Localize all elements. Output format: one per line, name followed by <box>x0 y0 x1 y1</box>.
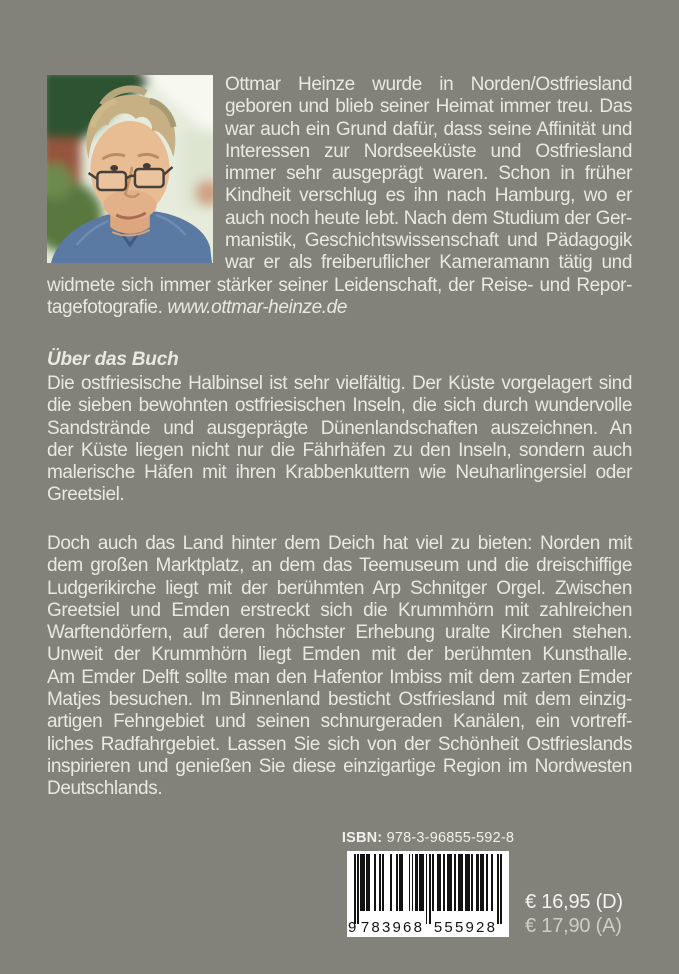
about-book-paragraph-1 <box>47 373 632 507</box>
bio-last-line <box>47 297 632 319</box>
barcode-bar <box>363 854 365 911</box>
barcode-digit-group2: 555928 <box>433 919 498 936</box>
barcode-bar <box>368 854 370 911</box>
barcode-digit-lead: 9 <box>348 919 357 936</box>
barcode-bar <box>454 854 456 911</box>
barcode-bar <box>477 854 479 911</box>
barcode-bar <box>461 854 463 911</box>
barcode-bar <box>440 854 442 911</box>
author-website-url: www.ottmar-heinze.de <box>167 297 347 319</box>
price-block <box>525 891 623 938</box>
text-line: Matjes besuchen. Im Binnenland besticht Ostfriesland mit dem einzig- <box>47 689 632 711</box>
text-line: Greetsiel. <box>47 484 125 506</box>
barcode-bar <box>416 854 418 911</box>
text-line: war auch ein Grund dafür, dass seine Affinität und <box>225 118 632 140</box>
text-line: Unweit der Krummhörn liegt Emden mit der berühmten Kunsthalle. <box>47 644 632 666</box>
barcode-bar <box>396 854 398 911</box>
bio-line: widmete sich immer stärker seiner Leidenschaft, der Reise- und Repor- <box>47 275 632 296</box>
text-line: manistik, Geschichtswissenschaft und Pädagogik <box>225 230 632 252</box>
author-portrait-illustration <box>47 75 213 263</box>
about-book-heading: Über das Buch <box>47 349 179 370</box>
text-line: Ottmar Heinze wurde in Norden/Ostfriesland <box>225 74 632 95</box>
barcode-bar <box>482 854 484 911</box>
barcode-bar <box>426 854 428 924</box>
price-germany: € 16,95 (D) <box>525 891 623 913</box>
barcode-bar <box>491 854 493 911</box>
barcode-bar <box>374 854 376 911</box>
author-bio-column <box>225 74 632 275</box>
text-line: Deutschlands. <box>47 778 163 800</box>
barcode-bar <box>390 854 392 911</box>
text-line: Interessen zur Nordseeküste und Ostfriesland <box>225 140 632 162</box>
barcode-bars <box>354 854 502 926</box>
bio-last-line-text: tagefotografie. <box>47 297 168 319</box>
text-line: immer sehr ausgeprägt waren. Schon in früher <box>225 163 632 185</box>
barcode-bar <box>357 854 359 924</box>
text-line: inspirieren und genießen Sie diese einzigartige Region im Nordwesten <box>47 755 632 777</box>
barcode-bar <box>432 854 434 911</box>
text-line: die sieben bewohnten ostfriesischen Inseln, die sich durch wundervolle <box>47 395 632 417</box>
text-line: Kindheit verschlug es ihn nach Hamburg, wo er <box>225 185 632 207</box>
barcode-bar <box>379 854 381 911</box>
text-line: Warftendörfern, auf deren höchster Erhebung uralte Kirchen stehen. <box>47 622 632 644</box>
barcode-bar <box>412 854 414 911</box>
text-line: liches Radfahrgebiet. Lassen Sie sich von der Schönheit Ostfrieslands <box>47 733 632 755</box>
text-line: malerische Häfen mit ihren Krabbenkuttern wie Neuharlingersiel oder <box>47 462 632 484</box>
text-line: auch noch heute lebt. Nach dem Studium der Ger- <box>225 207 632 229</box>
barcode-bar <box>443 854 445 911</box>
isbn-label: ISBN: <box>341 830 383 846</box>
barcode-digit-group1: 783968 <box>360 919 425 936</box>
author-photo <box>47 75 213 263</box>
isbn-line <box>332 830 524 847</box>
ean13-barcode <box>347 851 509 937</box>
text-line: dem großen Marktplatz, an dem das Teemuseum und die dreischiffige <box>47 555 632 577</box>
barcode-bar <box>497 854 499 924</box>
author-bio-fullwidth <box>47 275 632 320</box>
barcode-bar <box>423 854 425 911</box>
text-line: geboren und blieb seiner Heimat immer treu. Das <box>225 96 632 118</box>
barcode-bar <box>401 854 403 911</box>
price-austria: € 17,90 (A) <box>525 914 622 937</box>
barcode-bar <box>429 854 431 924</box>
text-line: Ludgerikirche liegt mit der berühmten Arp Schnitger Orgel. Zwischen <box>47 577 632 599</box>
barcode-bar <box>382 854 384 911</box>
barcode-bar <box>409 854 411 911</box>
barcode-bar <box>500 854 502 924</box>
text-line: war er als freiberuflicher Kameramann tätig und <box>225 252 632 274</box>
text-line: Doch auch das Land hinter dem Deich hat viel zu bieten: Norden mit <box>47 533 632 554</box>
barcode-bar <box>354 854 356 924</box>
barcode-bar <box>486 854 488 911</box>
text-line: Die ostfriesische Halbinsel ist sehr vielfältig. Der Küste vorgelagert sind <box>47 373 632 394</box>
text-line: Am Emder Delft sollte man den Hafentor Imbiss mit dem zarten Emder <box>47 666 632 688</box>
text-line: Sandstrände und ausgeprägte Dünenlandschaften auszeichnen. An <box>47 417 632 439</box>
text-line: artigen Fehngebiet und seinen schnurgeraden Kanälen, ein vortreff- <box>47 711 632 733</box>
text-line: Greetsiel und Emden erstreckt sich die Krummhörn mit zahlreichen <box>47 599 632 621</box>
about-book-paragraph-2 <box>47 533 632 801</box>
barcode-bar <box>471 854 473 911</box>
barcode-bar <box>451 854 453 911</box>
isbn-value: 978-3-96855-592-8 <box>386 830 515 846</box>
barcode-bar <box>468 854 470 911</box>
text-line: der Küste liegen nicht nur die Fährhäfen zu den Inseln, sondern auch <box>47 439 632 461</box>
